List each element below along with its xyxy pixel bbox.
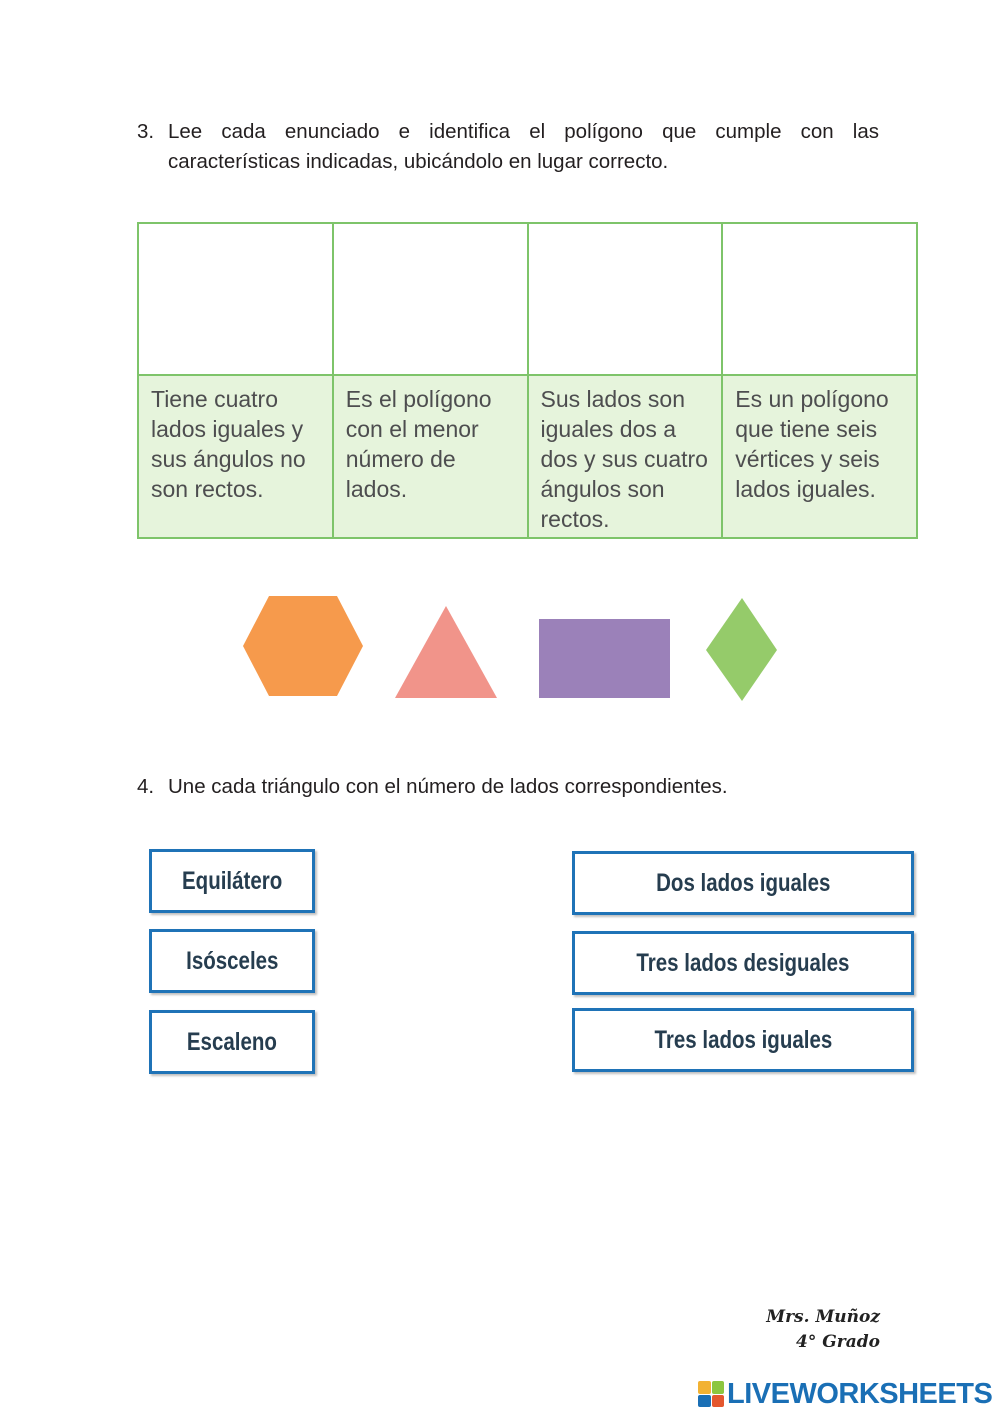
triangle-type-box[interactable] [149, 849, 315, 913]
question-3 [137, 117, 879, 177]
author-name: Mrs. Muñoz [766, 1307, 880, 1327]
teacher-signature [766, 1305, 880, 1355]
drop-zone-2[interactable] [333, 223, 528, 375]
triangle-type-label: Escaleno [186, 1027, 278, 1056]
sides-description-box[interactable] [572, 1008, 914, 1072]
description-row [138, 375, 917, 538]
drop-zone-row [138, 223, 917, 375]
drop-zone-4[interactable] [722, 223, 917, 375]
triangle-shape[interactable] [395, 606, 497, 698]
liveworksheets-logo-icon [698, 1381, 724, 1407]
rhombus-shape[interactable] [706, 598, 777, 701]
triangle-type-label: Equilátero [181, 866, 283, 895]
description-cell: Sus lados son iguales dos a dos y sus cuatro ángulos son rectos. [528, 375, 723, 538]
drop-zone-1[interactable] [138, 223, 333, 375]
drop-zone-3[interactable] [528, 223, 723, 375]
sides-description-box[interactable] [572, 931, 914, 995]
question-4 [137, 772, 879, 802]
question-4-number: 4. [137, 775, 155, 798]
triangle-type-label: Isósceles [185, 946, 279, 975]
polygon-matching-table [137, 222, 918, 539]
sides-description-box[interactable] [572, 851, 914, 915]
rectangle-shape[interactable] [539, 619, 670, 698]
sides-description-label: Tres lados iguales [654, 1025, 832, 1054]
description-cell: Tiene cuatro lados iguales y sus ángulos no son rectos. [138, 375, 333, 538]
hexagon-shape[interactable] [243, 596, 363, 696]
description-cell: Es el polígono con el menor número de lados. [333, 375, 528, 538]
question-4-text: Une cada triángulo con el número de lados correspondientes. [168, 775, 728, 798]
sides-description-label: Tres lados desiguales [636, 948, 850, 977]
liveworksheets-logo [698, 1378, 992, 1410]
sides-description-label: Dos lados iguales [655, 868, 831, 897]
question-3-text: Lee cada enunciado e identifica el polígono que cumple con las características indicadas, ubicándolo en lugar correcto. [168, 120, 879, 173]
triangle-type-box[interactable] [149, 1010, 315, 1074]
brand-name: LIVEWORKSHEETS [727, 1377, 993, 1410]
triangle-type-box[interactable] [149, 929, 315, 993]
grade-label: 4° Grado [796, 1332, 880, 1352]
description-cell: Es un polígono que tiene seis vértices y seis lados iguales. [722, 375, 917, 538]
question-3-number: 3. [137, 120, 155, 143]
